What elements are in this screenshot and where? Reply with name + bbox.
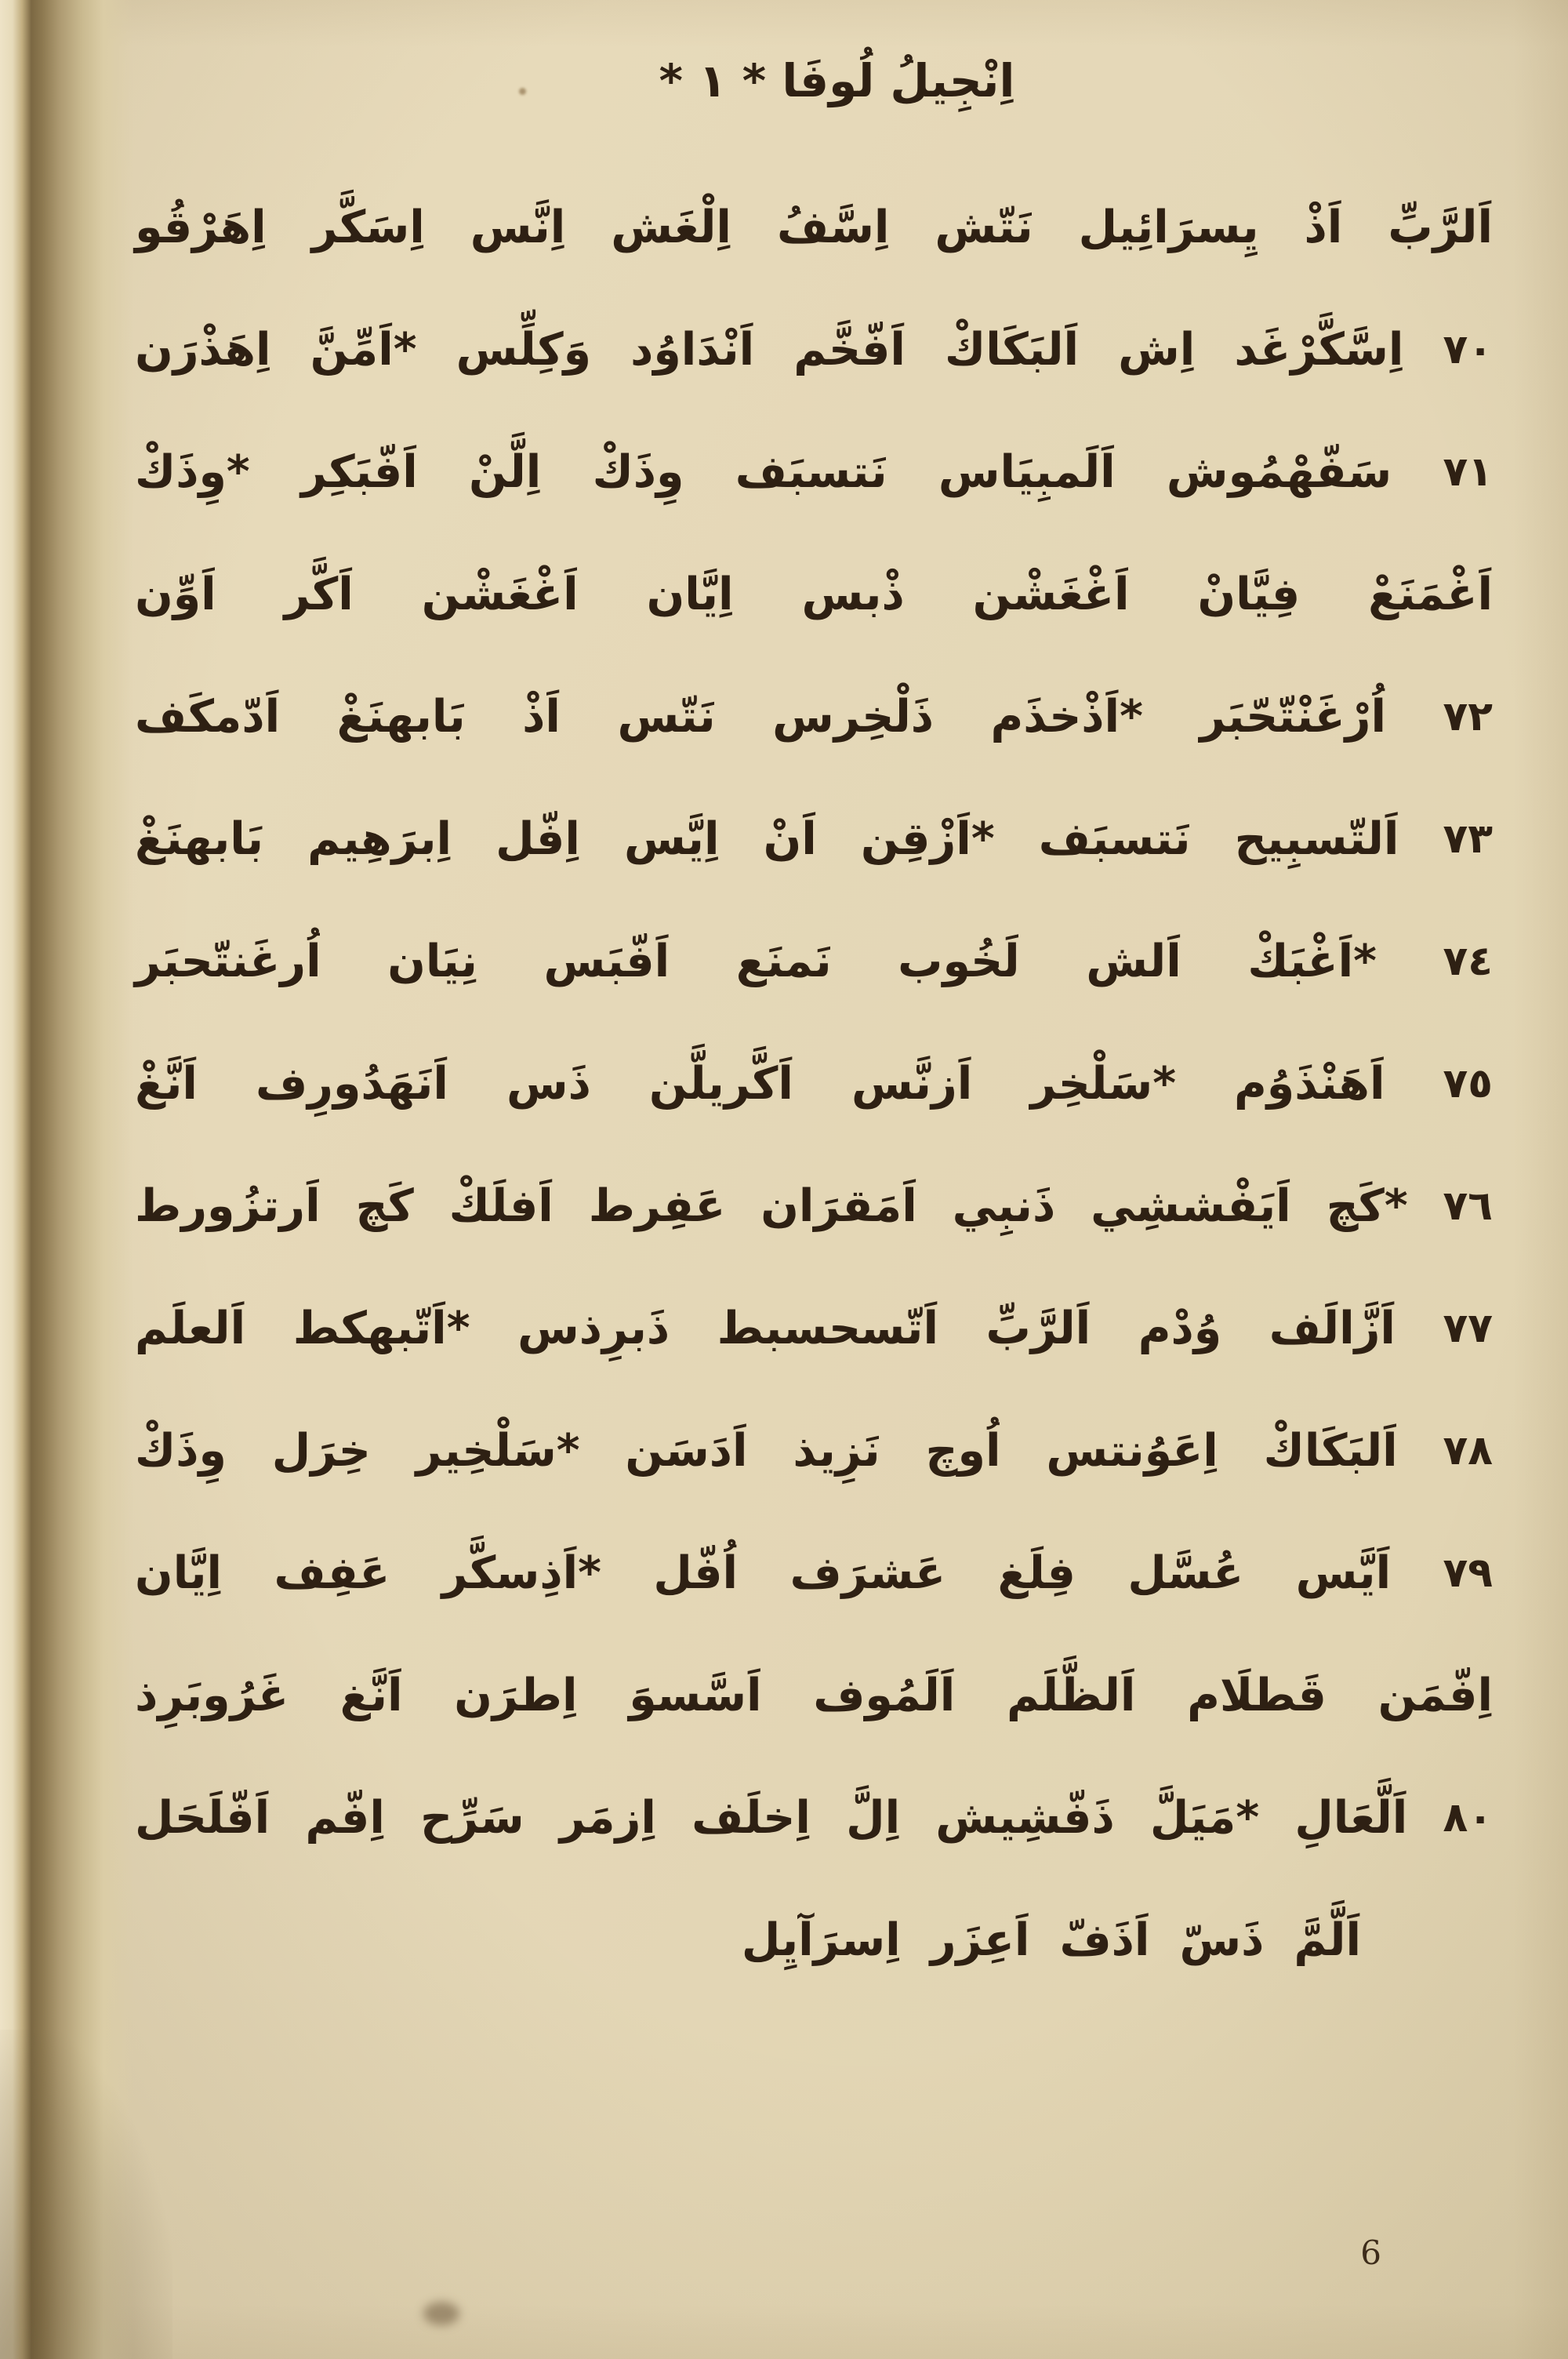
word: اَغْغَشْن xyxy=(421,569,579,620)
word: *سَلْخِر xyxy=(1030,1058,1177,1110)
text-line xyxy=(135,1512,1493,1634)
page-corner-shadow xyxy=(0,2030,172,2359)
word: اَنَّغ xyxy=(339,1670,403,1721)
verse-number: ٧٣ xyxy=(1443,816,1493,863)
word: اَلَمبِيَاس xyxy=(938,446,1116,498)
text-line xyxy=(135,656,1493,778)
word: اِبرَهِيم xyxy=(307,813,452,865)
word: ذَسّ xyxy=(1179,1914,1265,1966)
verse-number: ٧٦ xyxy=(1443,1183,1493,1230)
word: عَشرَف xyxy=(789,1547,946,1599)
word: *مَيَلَّ xyxy=(1149,1792,1260,1844)
word: نَتّش xyxy=(935,202,1033,253)
text-line xyxy=(135,411,1493,533)
word: سَفّهْمُوش xyxy=(1166,446,1392,498)
word: اَلرَّبِّ xyxy=(1388,202,1493,253)
word: وَكِلِّس xyxy=(456,324,592,376)
word: ذَس xyxy=(506,1058,591,1110)
word: *اَمِّنَّ xyxy=(310,324,417,376)
word: اَفّلَحَل xyxy=(135,1792,270,1844)
word: فِيَّانْ xyxy=(1197,569,1301,620)
word: اَفّخَّم xyxy=(793,324,906,376)
word: *اَغْبَكْ xyxy=(1247,936,1377,987)
word: اِهَذْرَن xyxy=(135,324,271,376)
word: اَهَنْذَوُم xyxy=(1234,1058,1385,1110)
word: اَدّمكَف xyxy=(135,691,281,743)
word: اَزَّالَف xyxy=(1269,1303,1396,1354)
word: اِلَّ xyxy=(846,1792,901,1844)
word: اَزنَّس xyxy=(851,1058,973,1110)
verse-number: ٧٧ xyxy=(1443,1305,1493,1352)
text-block xyxy=(135,166,1493,2001)
word: اَلش xyxy=(1086,936,1181,987)
word: اَلَمُوف xyxy=(813,1670,956,1721)
word: اَنْ xyxy=(763,813,817,865)
text-line xyxy=(135,533,1493,656)
word: اُوچ xyxy=(925,1425,1001,1477)
word: نَمنَع xyxy=(735,936,832,987)
word: اِلْغَش xyxy=(611,202,731,253)
word: اَفلَكْ xyxy=(448,1180,554,1232)
verse-number: ٧٩ xyxy=(1443,1550,1493,1597)
verse-number: ٧١ xyxy=(1443,449,1493,496)
word: اَغْغَشْن xyxy=(972,569,1130,620)
word: اَغْمَنَعْ xyxy=(1368,569,1493,620)
word: كَچ xyxy=(355,1180,414,1232)
verse-number: ٧٥ xyxy=(1443,1060,1493,1107)
word: اِيَّس xyxy=(623,813,720,865)
text-line xyxy=(135,1879,1493,2001)
verse-number: ٧٢ xyxy=(1443,693,1493,740)
word: اِعَوُنتس xyxy=(1046,1425,1218,1477)
word: ذَبرِذس xyxy=(517,1303,670,1354)
word: اِفّل xyxy=(495,813,580,865)
word: اِيَّان xyxy=(646,569,734,620)
word: اَكَّريلَّن xyxy=(648,1058,793,1110)
text-line xyxy=(135,1390,1493,1512)
word: لَخُوب xyxy=(898,936,1020,987)
word: *اَزْقِن xyxy=(860,813,995,865)
word: *سَلْخِير xyxy=(416,1425,580,1477)
word: *وِذَكْ xyxy=(135,446,250,498)
word: نَزِيذ xyxy=(793,1425,880,1477)
word: ذَلْخِرس xyxy=(772,691,935,743)
word: اُرْغَنْتّحّبَر xyxy=(1200,691,1387,743)
text-line xyxy=(135,1757,1493,1879)
word: وُدْم xyxy=(1138,1303,1222,1354)
word: اَلظَّلَم xyxy=(1006,1670,1136,1721)
text-line xyxy=(135,1267,1493,1390)
word: اَلرَّبِّ xyxy=(985,1303,1091,1354)
word: بَابهنَغْ xyxy=(336,691,466,743)
word: اَنَّغْ xyxy=(135,1058,198,1110)
word: نَتسبَف xyxy=(1038,813,1191,865)
word: اَنْدَاوُد xyxy=(630,324,755,376)
text-line xyxy=(135,1145,1493,1267)
text-line xyxy=(135,166,1493,289)
word: اَعِزَر xyxy=(930,1914,1030,1966)
word: اَنَهَدُورِف xyxy=(255,1058,448,1110)
word: اَذْ xyxy=(1304,202,1343,253)
text-line xyxy=(135,289,1493,411)
word: قَطلَام xyxy=(1187,1670,1327,1721)
word: اَذْ xyxy=(522,691,561,743)
word: اِلَّنْ xyxy=(469,446,542,498)
word: *اَتّبهكط xyxy=(292,1303,470,1354)
word: اَمَقرَان xyxy=(760,1180,917,1232)
word: عَفِف xyxy=(274,1547,390,1599)
word: اَفّبَكِر xyxy=(301,446,418,498)
word: اَسَّسوَ xyxy=(629,1670,762,1721)
word: يِسرَائِيل xyxy=(1078,202,1259,253)
word: اَدَسَن xyxy=(625,1425,748,1477)
word: اَوِّن xyxy=(135,569,216,620)
word: اَلعلَم xyxy=(135,1303,246,1354)
word: نَتّس xyxy=(617,691,716,743)
verse-number: ٨٠ xyxy=(1443,1794,1493,1841)
book-binding-edge xyxy=(0,0,133,2359)
word: غَرُوبَرِذ xyxy=(135,1670,289,1721)
word: ذْبس xyxy=(801,569,905,620)
word: ذَنبِي xyxy=(952,1180,1056,1232)
word: اَلَّمَّ xyxy=(1294,1914,1361,1966)
word: اَلتّسبِيح xyxy=(1234,813,1399,865)
word: اِطرَن xyxy=(454,1670,578,1721)
word: *كَچ xyxy=(1326,1180,1408,1232)
word: اَفّبَس xyxy=(543,936,670,987)
word: اَيَفْششِي xyxy=(1091,1180,1291,1232)
word: اِسَّفُ xyxy=(776,202,890,253)
page-title: اِنْجِيلُ لُوفَا * ١ * xyxy=(659,54,1015,107)
word: اَيَّس xyxy=(1295,1547,1392,1599)
word: اِش xyxy=(1118,324,1196,376)
word: اِخلَف xyxy=(691,1792,811,1844)
verse-number: ٧٠ xyxy=(1443,326,1493,373)
word: بَابهنَغْ xyxy=(135,813,264,865)
word: اِفّمَن xyxy=(1377,1670,1493,1721)
word: اَلبَكَاكْ xyxy=(945,324,1080,376)
verse-number: ٧٤ xyxy=(1443,938,1493,985)
word: *اَذْخذَم xyxy=(990,691,1143,743)
word: اَذَفّ xyxy=(1059,1914,1150,1966)
word: عَفِرط xyxy=(588,1180,726,1232)
page-number: 6 xyxy=(1360,2234,1381,2272)
word: فِلَغ xyxy=(997,1547,1076,1599)
text-line xyxy=(135,1634,1493,1757)
word: اُرغَنتّحبَر xyxy=(135,936,321,987)
word: اِنَّس xyxy=(470,202,566,253)
word: وِذَكْ xyxy=(592,446,684,498)
paper-stain xyxy=(423,2302,459,2325)
word: اِسَكَّر xyxy=(311,202,425,253)
text-line xyxy=(135,900,1493,1023)
word: اُفّل xyxy=(653,1547,739,1599)
word: خِرَل xyxy=(271,1425,371,1477)
word: نِيَان xyxy=(387,936,477,987)
word: اَكَّر xyxy=(284,569,354,620)
word: نَتسبَف xyxy=(735,446,887,498)
word: اِسَّكَّرْغَد xyxy=(1234,324,1404,376)
word: اَلبَكَاكْ xyxy=(1263,1425,1398,1477)
text-line xyxy=(135,1023,1493,1145)
word: اَرتزُورط xyxy=(135,1180,321,1232)
word: وِذَكْ xyxy=(135,1425,227,1477)
word: اَتّسحسبط xyxy=(717,1303,938,1354)
word: اِفّم xyxy=(305,1792,385,1844)
word: اِيَّان xyxy=(135,1547,223,1599)
word: سَرِّح xyxy=(420,1792,524,1844)
word: اِهَرْقُو xyxy=(135,202,267,253)
word: اِسرَآيِل xyxy=(741,1914,901,1966)
word: عُسَّل xyxy=(1127,1547,1244,1599)
text-line xyxy=(135,778,1493,900)
word: *اَذِسكَّر xyxy=(441,1547,601,1599)
word: اِزمَر xyxy=(559,1792,656,1844)
verse-number: ٧٨ xyxy=(1443,1427,1493,1474)
word: ذَفّشِيش xyxy=(935,1792,1115,1844)
word: اَلَّعَالِ xyxy=(1294,1792,1408,1844)
